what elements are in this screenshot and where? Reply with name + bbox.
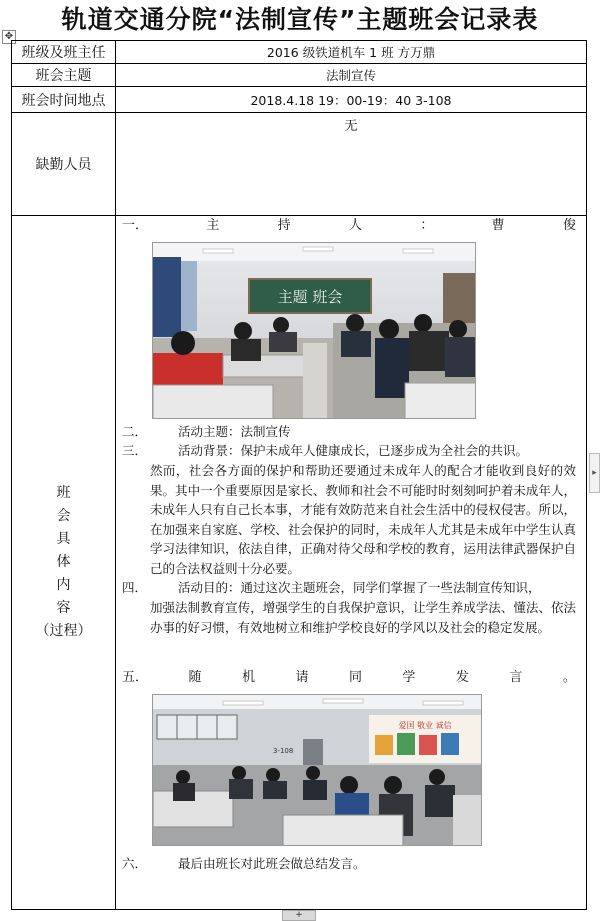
table-row-theme	[12, 64, 587, 87]
absent-value: 无	[116, 113, 587, 216]
content-cell	[116, 216, 587, 910]
wall-banner-text: 爱国 敬业 诚信	[398, 721, 452, 730]
item-4-num: 四．	[122, 580, 148, 595]
record-table	[11, 40, 587, 910]
host-char: 人	[348, 218, 362, 233]
content-label-char: 会	[56, 508, 71, 524]
content-label-char: 容	[56, 600, 71, 616]
item-5-char: 机	[241, 670, 255, 685]
item-4-paragraph: 加强法制教育宣传，增强学生的自我保护意识，让学生养成学法、懂法、依法办事的好习惯，有效地树立和维护学校良好的学风以及社会的稳定发展。	[150, 600, 576, 635]
classroom-photo-2	[152, 694, 482, 846]
table-row-class	[12, 41, 587, 64]
host-char: 曹	[491, 218, 505, 233]
item-5-char: 请	[295, 670, 309, 685]
content-label	[12, 216, 116, 910]
item-6-num: 六．	[122, 856, 148, 871]
table-row-content	[12, 216, 587, 910]
theme-value: 法制宣传	[116, 64, 587, 87]
item-6	[122, 854, 576, 874]
time-place-value: 2018.4.18 19：00-19：40 3-108	[116, 87, 587, 113]
item-3-text: 活动背景：保护未成年人健康成长，已逐步成为全社会的共识。	[178, 443, 529, 458]
classroom-photo-1-image	[153, 243, 476, 419]
classroom-photo-1	[152, 242, 476, 419]
time-place-label: 班会时间地点	[12, 87, 116, 113]
content-label-char: 内	[56, 577, 71, 593]
item-5-char: 同	[348, 670, 362, 685]
add-row-plus-icon[interactable]: +	[282, 910, 316, 921]
absent-label: 缺勤人员	[12, 113, 116, 216]
class-value: 2016 级铁道机车 1 班 方万鼎	[116, 41, 587, 64]
page-title: 轨道交通分院“法制宣传”主题班会记录表	[61, 5, 539, 34]
table-row-absent	[12, 113, 587, 216]
item-5-char: 五．	[122, 670, 149, 685]
item-5-char: 言	[509, 670, 523, 685]
item-5-char: 学	[402, 670, 416, 685]
content-label-char: 体	[56, 554, 71, 570]
theme-label: 班会主题	[12, 64, 116, 87]
classroom-photo-2-image	[153, 695, 482, 846]
item-5-char: 发	[455, 670, 469, 685]
item-5-line	[122, 668, 576, 688]
item-3-paragraph: 然而，社会各方面的保护和帮助还要通过未成年人的配合才能收到良好的效果。其中一个重要原因是家长、教师和社会不可能时时刻刻呵护着未成年人，未成年人只有自己长本事，才能有效防范来自社会生活中的侵权侵害。所以，在加强来自家庭、学校、社会保护的同时，未成年人尤其是未成年中学生认真学习法律知识，依法自律，正确对待父母和学校的教育，运用法律武器保护自己的合法权益则十分必要。	[150, 463, 576, 576]
item-2	[122, 422, 576, 442]
host-line	[122, 216, 576, 236]
item-2-num: 二．	[122, 424, 148, 439]
item-4	[122, 578, 576, 598]
scroll-right-arrow-icon[interactable]: ▸	[589, 453, 600, 493]
host-char: 持	[277, 218, 291, 233]
class-label: 班级及班主任	[12, 41, 116, 64]
item-6-text: 最后由班长对此班会做总结发言。	[178, 856, 366, 871]
item-3	[122, 441, 576, 461]
host-char: 俊	[562, 218, 576, 233]
table-row-time-place	[12, 87, 587, 113]
item-5-char: 。	[562, 670, 576, 685]
content-label-char: （过程）	[35, 623, 92, 639]
item-3-num: 三．	[122, 443, 148, 458]
blackboard-text: 主题 班会	[277, 288, 343, 306]
item-5-char: 随	[188, 670, 202, 685]
content-label-char: 班	[56, 485, 71, 501]
table-move-handle-icon[interactable]: ✥	[2, 30, 16, 44]
door-sign-text: 3-108	[273, 747, 294, 755]
item-2-text: 活动主题：法制宣传	[178, 424, 291, 439]
item-4-text: 活动目的：通过这次主题班会，同学们掌握了一些法制宣传知识，	[178, 580, 541, 595]
host-char: ：	[420, 218, 434, 233]
host-char: 一．	[122, 218, 149, 233]
content-label-char: 具	[56, 531, 71, 547]
host-char: 主	[206, 218, 220, 233]
